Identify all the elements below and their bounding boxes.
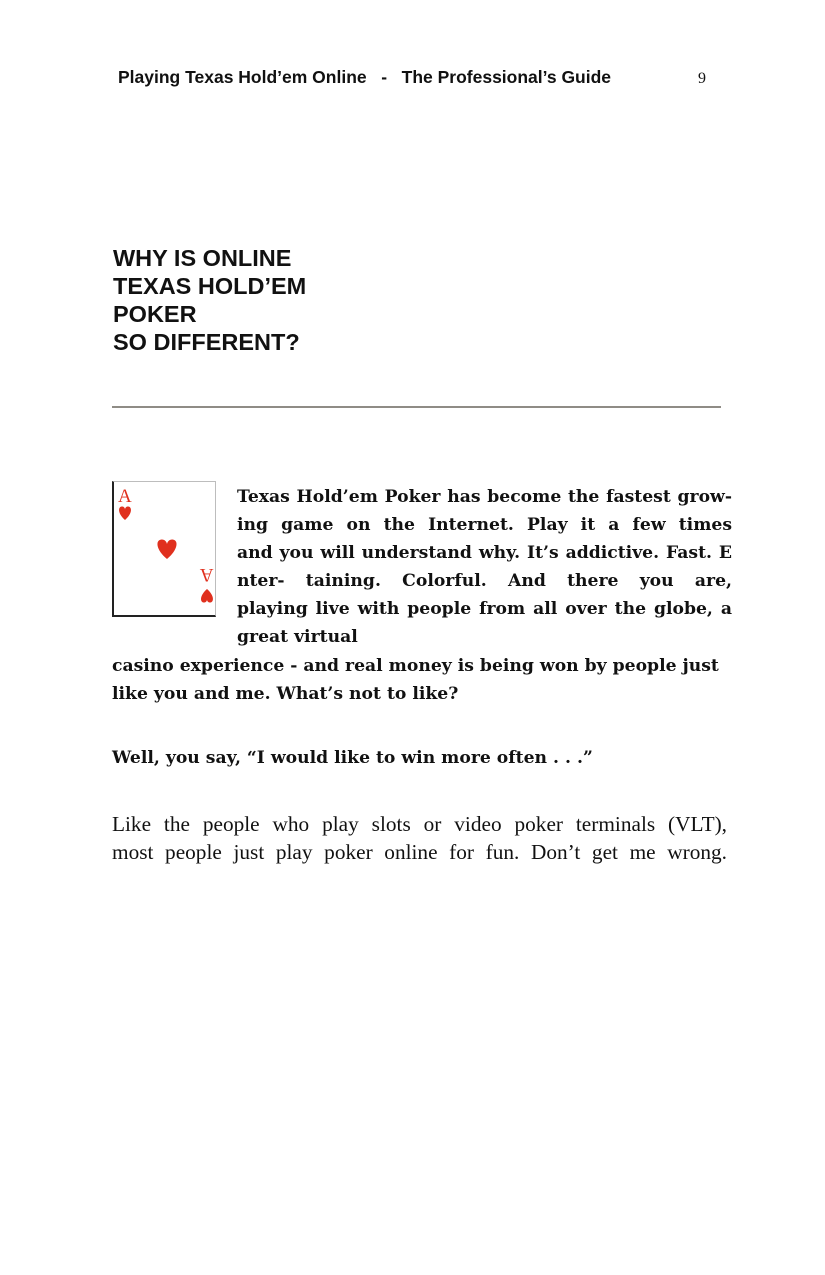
text-line: most people just play poker online for fun. Don’t get me wrong.	[112, 840, 727, 864]
intro-paragraph-beside-card	[237, 483, 732, 651]
chapter-title-line: TEXAS HOLD’EM	[113, 273, 307, 299]
small-heart-icon	[119, 506, 131, 520]
section-divider	[112, 406, 721, 408]
text-line: nter- taining. Colorful. And there you are,	[237, 571, 732, 591]
intro-paragraph-continued	[112, 652, 732, 708]
text-line: ing game on the Internet. Play it a few times	[237, 515, 732, 535]
text-line: and you will understand why. It’s addictive. Fast. E	[237, 543, 732, 563]
small-heart-icon	[201, 589, 213, 603]
card-rank-bottom: A	[199, 564, 214, 585]
chapter-title-line: POKER	[113, 301, 197, 327]
chapter-title-line: SO DIFFERENT?	[113, 329, 300, 355]
ace-of-hearts-card-icon	[112, 481, 216, 617]
running-header: Playing Texas Hold’em Online - The Professional’s Guide	[118, 67, 612, 87]
text-line: Like the people who play slots or video poker terminals (VLT),	[112, 812, 727, 836]
text-line: great virtual	[237, 627, 358, 647]
body-paragraph	[112, 810, 727, 866]
page-number: 9	[698, 70, 706, 87]
card-rank-top: A	[118, 486, 132, 507]
text-line: Texas Hold’em Poker has become the fastest grow-	[237, 487, 732, 507]
center-heart-icon	[157, 539, 176, 559]
quote-line: Well, you say, “I would like to win more often . . .”	[112, 748, 593, 768]
text-line: like you and me. What’s not to like?	[112, 684, 459, 704]
text-line: playing live with people from all over the globe, a	[237, 599, 732, 619]
text-line: casino experience - and real money is being won by people just	[112, 656, 719, 676]
chapter-title	[113, 244, 306, 356]
chapter-title-line: WHY IS ONLINE	[113, 245, 292, 271]
